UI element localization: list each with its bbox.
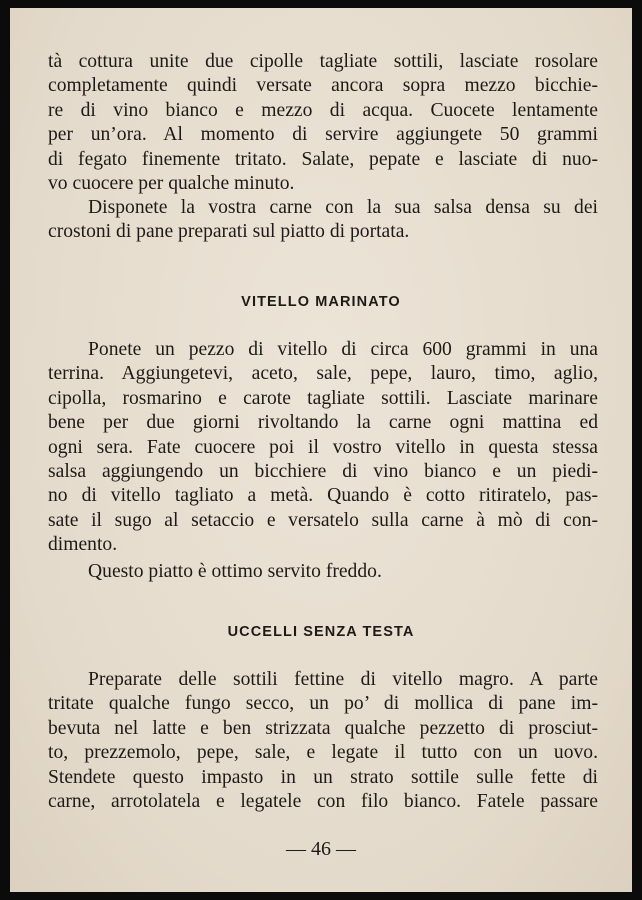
text-line: sate il sugo al setaccio e versatelo sulla carne à mò di con-: [48, 509, 598, 531]
text-line: tà cottura unite due cipolle tagliate sottili, lasciate rosolare: [48, 51, 598, 72]
paragraph-serving: [48, 196, 598, 245]
text-line: tritate qualche fungo secco, un po’ di mollica di pane im-: [48, 693, 598, 715]
text-line: to, prezzemolo, pepe, sale, e legate il tutto con un uovo.: [48, 742, 598, 764]
recipe-title-uccelli-senza-testa: UCCELLI SENZA TESTA: [227, 624, 415, 640]
text-line: Questo piatto è ottimo servito freddo.: [88, 561, 382, 582]
text-line: salsa aggiungendo un bicchiere di vino bianco e un piedi-: [48, 461, 598, 483]
page-number: — 46 —: [286, 838, 356, 860]
text-line: carne, arrotolatela e legatele con filo bianco. Fatele passare: [48, 791, 598, 813]
text-line: per un’ora. Al momento di servire aggiungete 50 grammi: [48, 124, 598, 146]
recipe-title-vitello-marinato: VITELLO MARINATO: [241, 294, 401, 310]
paragraph-serving-cold: [48, 560, 598, 584]
text-line: ogni sera. Fate cuocere poi il vostro vitello in questa stessa: [48, 436, 598, 458]
text-line: dimento.: [48, 534, 118, 556]
text-line: no di vitello tagliato a metà. Quando è cotto ritiratelo, pas-: [48, 485, 598, 507]
paragraph-uccelli-senza-testa: [48, 668, 598, 814]
text-line: vo cuocere per qualche minuto.: [48, 173, 295, 195]
text-line: Stendete questo impasto in un strato sottile sulle fette di: [48, 766, 598, 788]
text-line: Preparate delle sottili fettine di vitello magro. A parte: [88, 669, 598, 690]
text-line: cipolla, rosmarino e carote tagliate sottili. Lasciate marinare: [48, 387, 598, 409]
text-line: crostoni di pane preparati sul piatto di portata.: [48, 221, 410, 243]
book-page: [10, 8, 632, 892]
text-line: Disponete la vostra carne con la sua salsa densa su dei: [88, 197, 598, 218]
text-line: bevuta nel latte e ben strizzata qualche pezzetto di prosciut-: [48, 717, 598, 739]
text-line: Ponete un pezzo di vitello di circa 600 grammi in una: [88, 339, 598, 360]
text-line: terrina. Aggiungetevi, aceto, sale, pepe, lauro, timo, aglio,: [48, 363, 598, 385]
text-line: di fegato finemente tritato. Salate, pepate e lasciate di nuo-: [48, 148, 598, 170]
text-line: completamente quindi versate ancora sopra mezzo bicchie-: [48, 75, 598, 97]
paragraph-vitello-marinato: [48, 338, 598, 558]
paragraph-continued-cooking: [48, 50, 598, 196]
text-line: re di vino bianco e mezzo di acqua. Cuocete lentamente: [48, 99, 598, 121]
text-line: bene per due giorni rivoltando la carne ogni mattina ed: [48, 412, 598, 434]
